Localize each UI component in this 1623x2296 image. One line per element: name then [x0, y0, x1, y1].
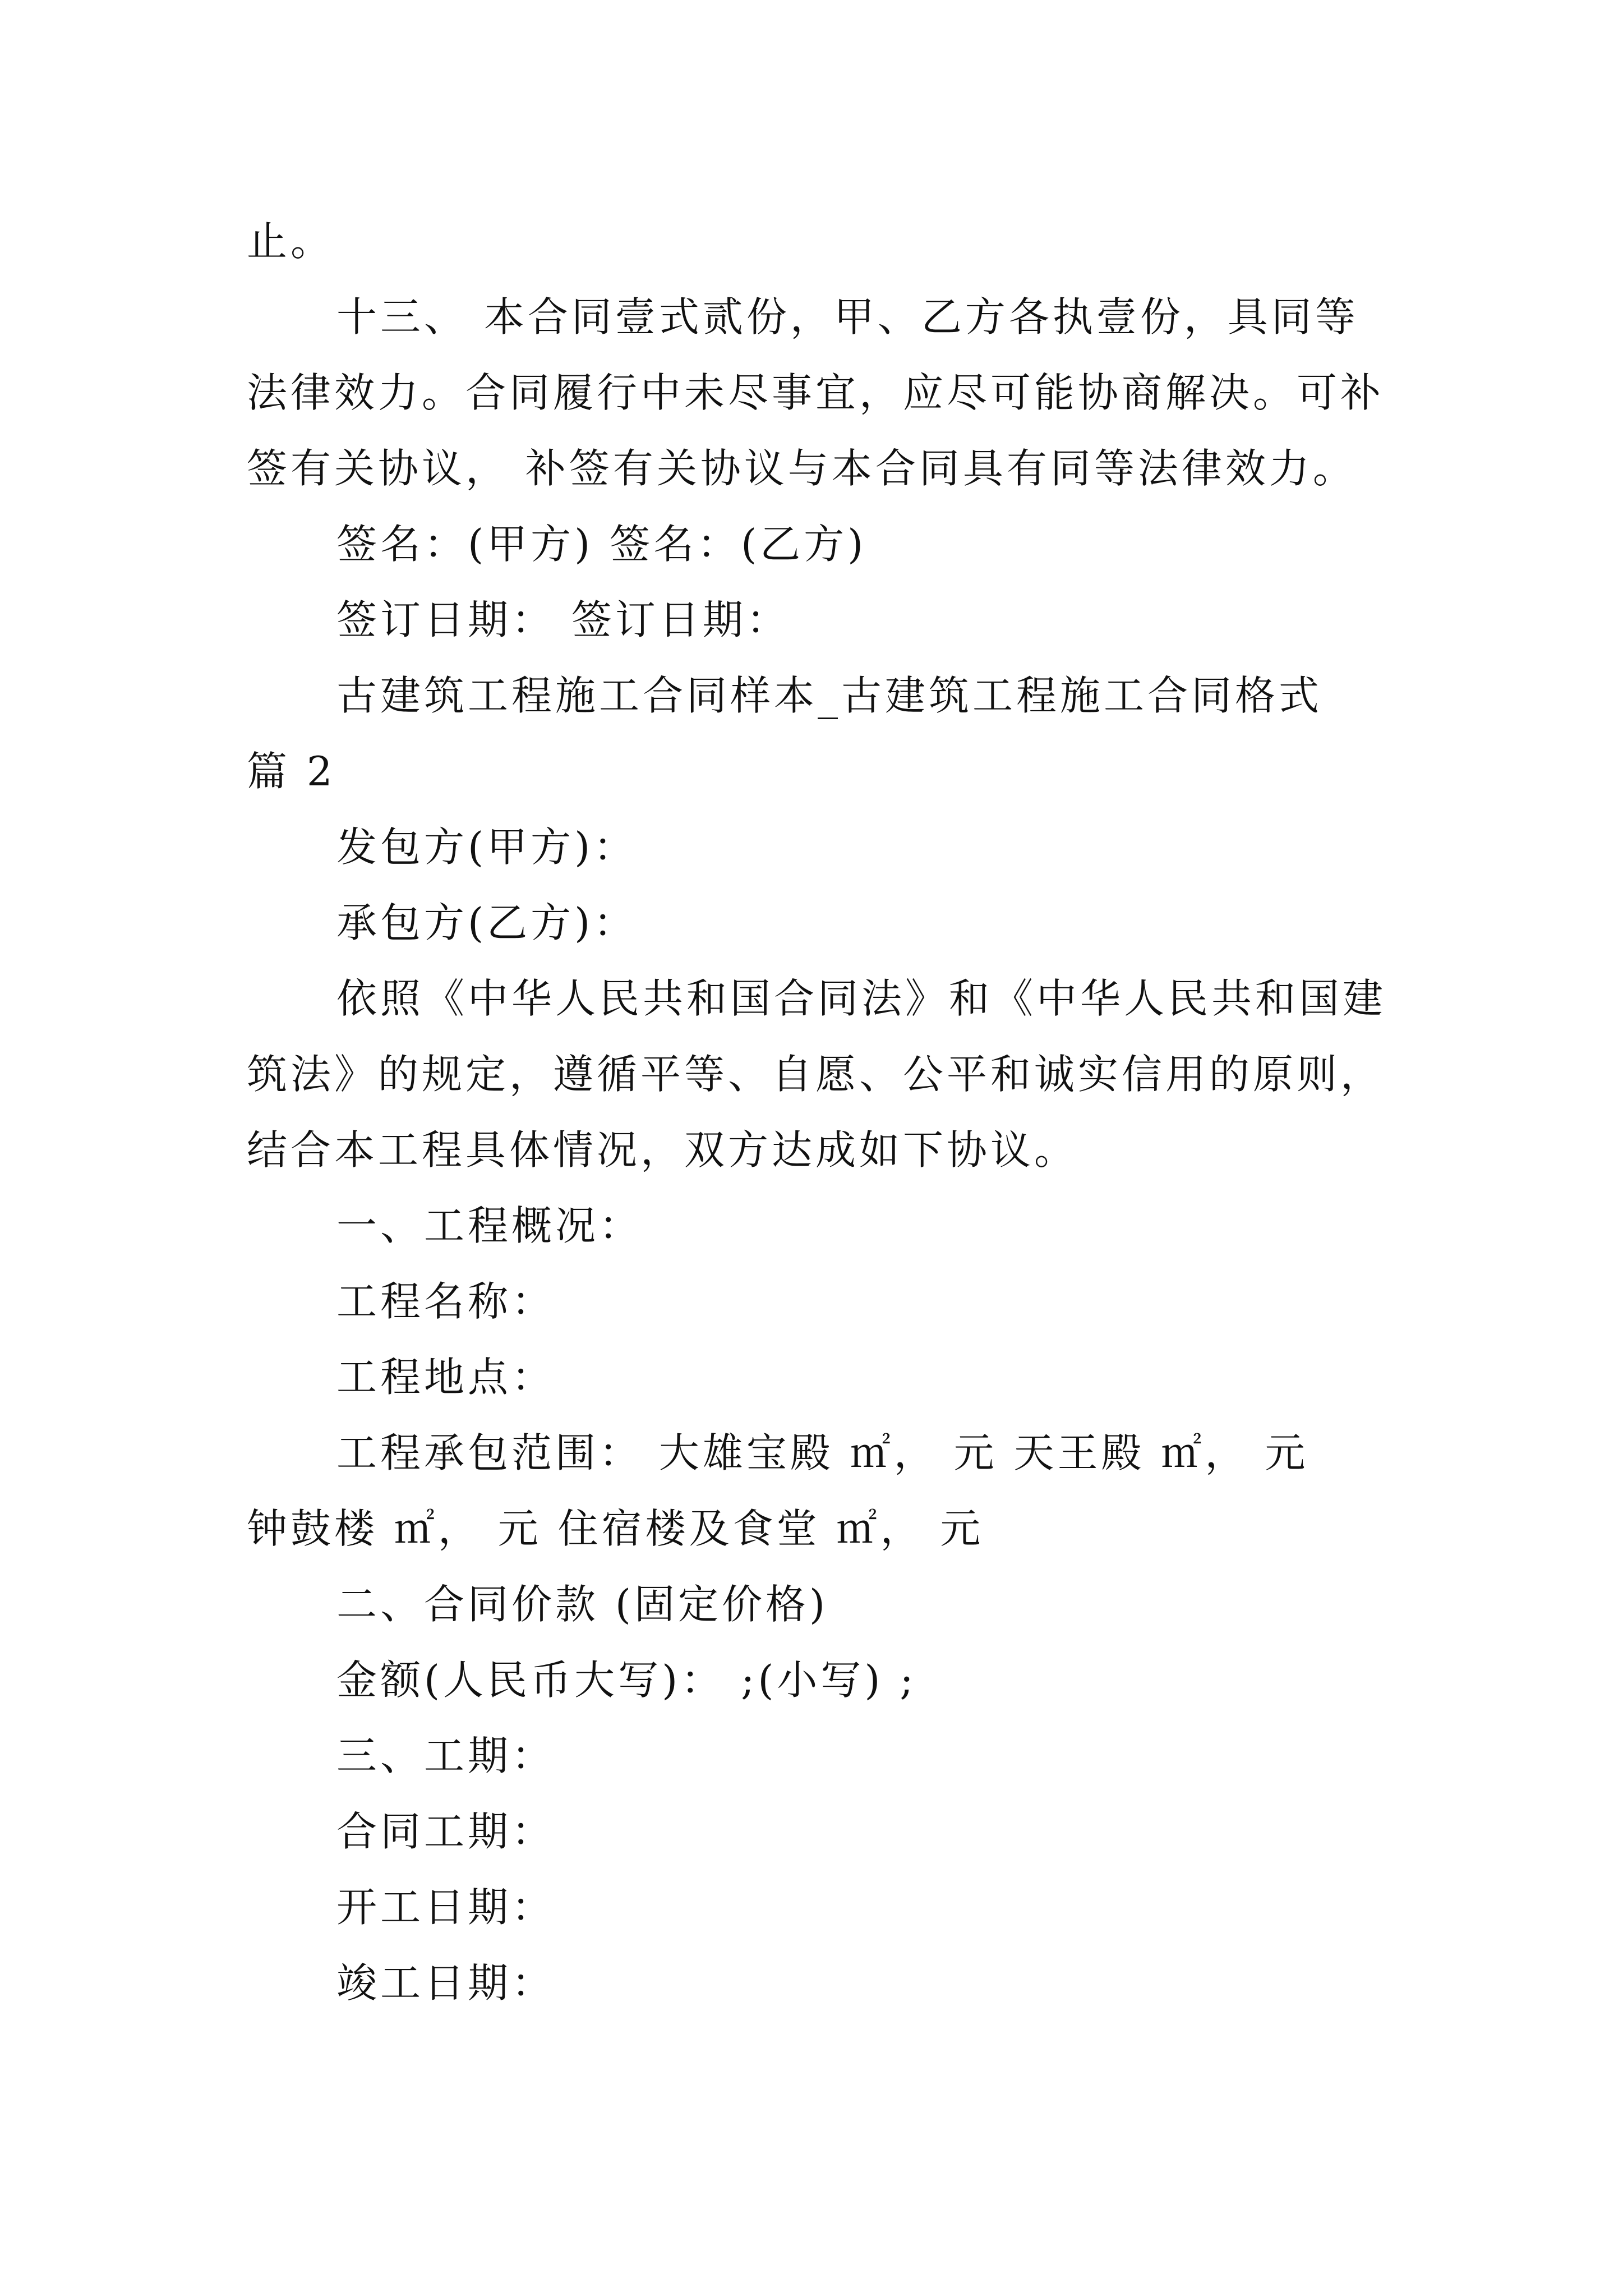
paragraph-line-1: 止。 — [247, 218, 335, 265]
party-b-line: 承包方(乙方)： — [336, 899, 638, 946]
amount-line: 金额(人民币大写)： ;(小写) ; — [336, 1657, 917, 1704]
preamble-line-3: 结合本工程具体情况，双方达成如下协议。 — [247, 1126, 1078, 1174]
project-scope-line-1: 工程承包范围： 大雄宝殿 ㎡， 元 天王殿 ㎡， 元 — [336, 1429, 1309, 1476]
start-date-line: 开工日期： — [336, 1884, 556, 1931]
preamble-line-2: 筑法》的规定，遵循平等、自愿、公平和诚实信用的原则， — [247, 1051, 1385, 1098]
section-1-heading: 一、工程概况： — [336, 1202, 643, 1249]
contract-period-line: 合同工期： — [336, 1808, 556, 1855]
party-a-line: 发包方(甲方)： — [336, 823, 638, 871]
project-name-line: 工程名称： — [336, 1278, 556, 1325]
section-2-heading: 二、合同价款 (固定价格) — [336, 1581, 829, 1628]
project-scope-line-2: 钟鼓楼 ㎡， 元 住宿楼及食堂 ㎡， 元 — [247, 1505, 984, 1552]
section-3-heading: 三、工期： — [336, 1732, 556, 1779]
clause-13-line-2: 法律效力。合同履行中未尽事宜，应尽可能协商解决。可补 — [247, 369, 1385, 416]
document-title-line-1: 古建筑工程施工合同样本_古建筑工程施工合同格式 — [336, 672, 1323, 719]
completion-date-line: 竣工日期： — [336, 1959, 556, 2007]
signature-line: 签名：(甲方) 签名：(乙方) — [336, 521, 867, 568]
clause-13-line-1: 十三、 本合同壹式贰份，甲、乙方各执壹份，具同等 — [336, 293, 1359, 341]
clause-13-line-3: 签有关协议， 补签有关协议与本合同具有同等法律效力。 — [247, 445, 1357, 492]
preamble-line-1: 依照《中华人民共和国合同法》和《中华人民共和国建 — [336, 975, 1387, 1022]
signing-date-line: 签订日期： 签订日期： — [336, 596, 790, 643]
document-title-line-2: 篇 2 — [247, 748, 336, 795]
project-location-line: 工程地点： — [336, 1354, 556, 1401]
